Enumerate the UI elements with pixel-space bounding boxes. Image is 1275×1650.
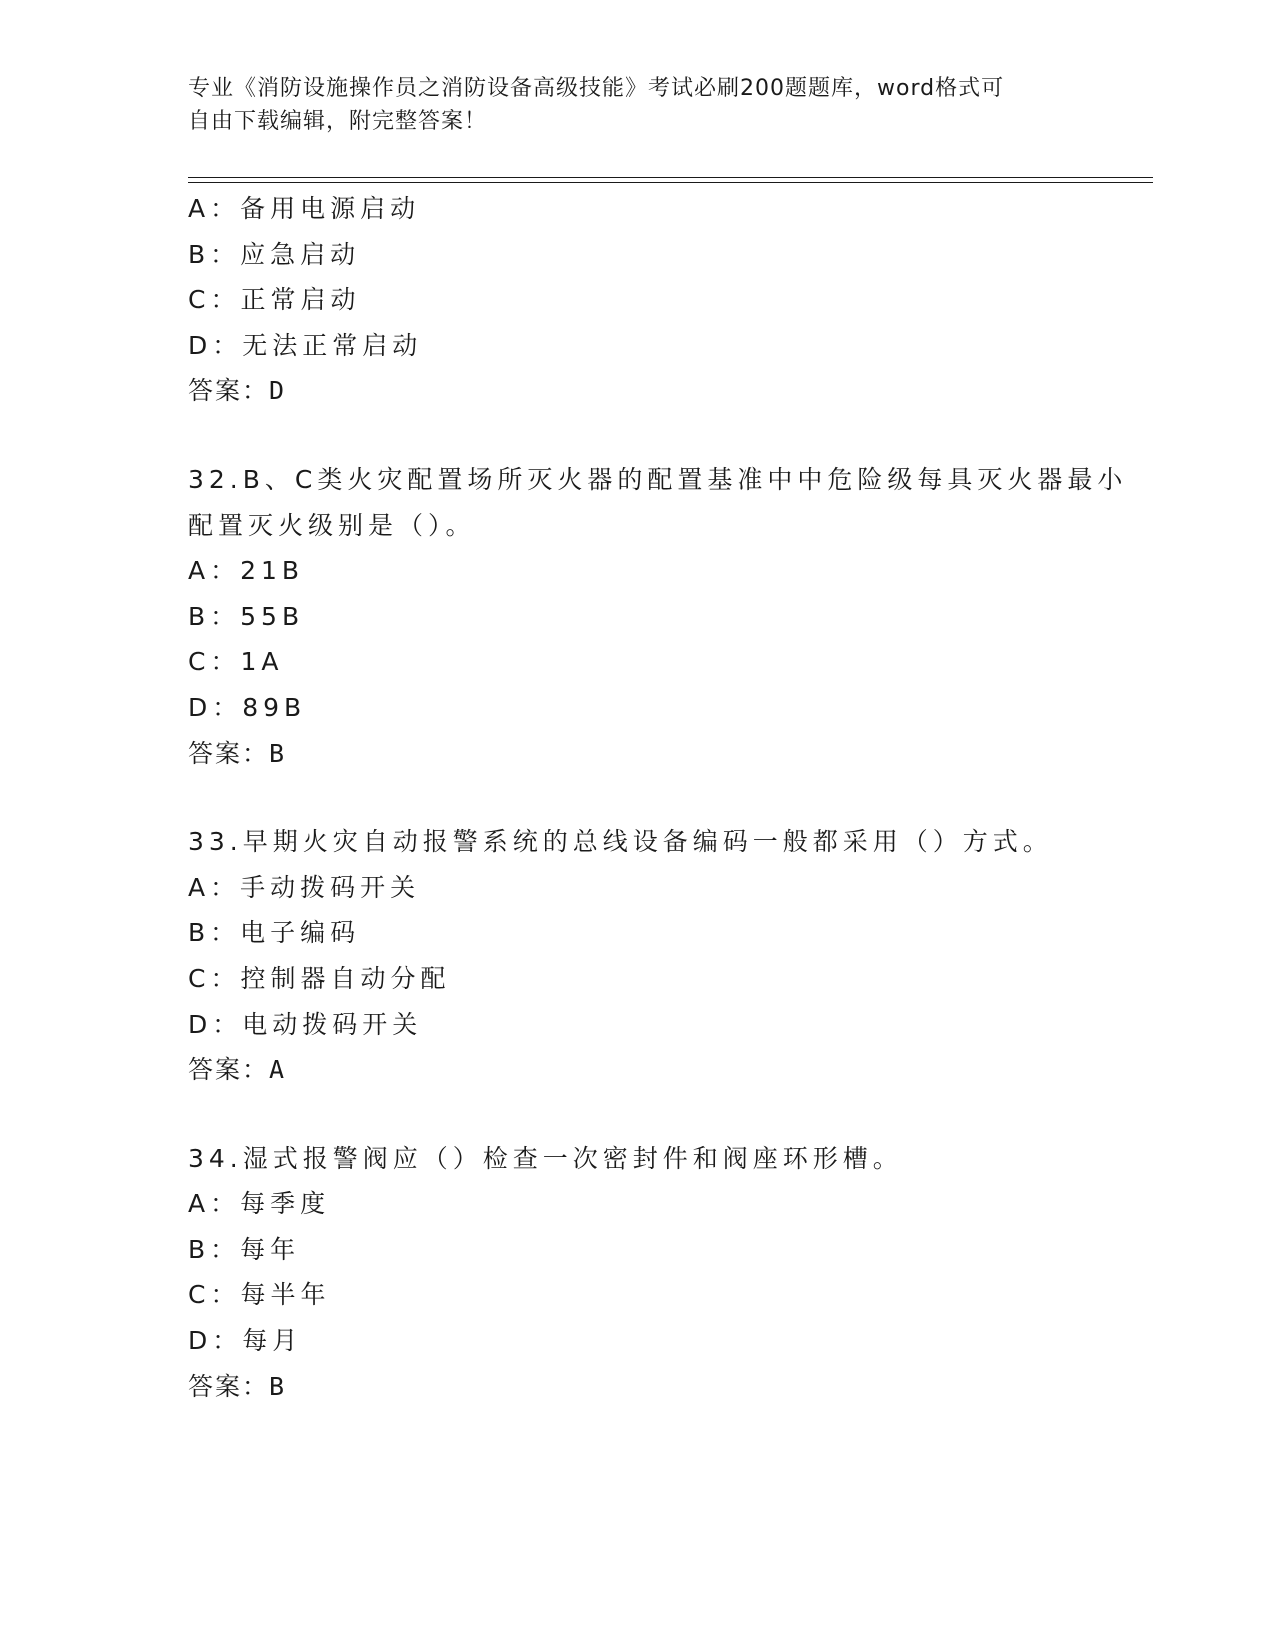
question-34	[188, 1136, 1088, 1410]
spacer	[188, 1093, 1088, 1136]
option-c: C：1A	[188, 647, 284, 677]
option-c: C：控制器自动分配	[188, 963, 451, 993]
question-stem-continued: 配置灭火级别是（）。	[188, 510, 476, 540]
option-a: A：手动拨码开关	[188, 872, 421, 902]
header-divider-bottom	[188, 182, 1153, 183]
question-32	[188, 457, 1128, 776]
header-line-2: 自由下载编辑，附完整答案！	[188, 109, 488, 134]
option-a: A：每季度	[188, 1189, 331, 1219]
option-a: A：21B	[188, 556, 305, 586]
question-stem: 33.早期火灾自动报警系统的总线设备编码一般都采用（）方式。	[188, 827, 1053, 857]
option-c: C：每半年	[188, 1280, 331, 1310]
question-stem: 32.B、C类火灾配置场所灭火器的配置基准中中危险级每具灭火器最小	[188, 464, 1128, 494]
question-list	[188, 186, 1128, 1409]
document-header	[188, 72, 1068, 138]
question-31	[188, 186, 1088, 414]
answer: 答案：A	[188, 1055, 287, 1085]
option-d: D：电动拨码开关	[188, 1009, 423, 1039]
option-c: C：正常启动	[188, 285, 361, 315]
header-divider-top	[188, 177, 1153, 178]
option-b: B：55B	[188, 601, 305, 631]
option-a: A：备用电源启动	[188, 194, 421, 223]
question-stem: 34.湿式报警阀应（）检查一次密封件和阀座环形槽。	[188, 1143, 903, 1173]
spacer	[188, 776, 1088, 819]
option-b: B：每年	[188, 1234, 301, 1264]
option-d: D：89B	[188, 692, 307, 722]
question-33	[188, 819, 1088, 1093]
header-line-1: 专业《消防设施操作员之消防设备高级技能》考试必刷200题题库，word格式可	[188, 76, 1005, 101]
option-d: D：无法正常启动	[188, 330, 423, 360]
option-b: B：电子编码	[188, 918, 361, 948]
answer: 答案：B	[188, 738, 287, 768]
answer: 答案：B	[188, 1371, 287, 1401]
answer: 答案：D	[188, 376, 287, 406]
option-b: B：应急启动	[188, 239, 361, 269]
option-d: D：每月	[188, 1326, 303, 1356]
spacer	[188, 414, 1088, 457]
